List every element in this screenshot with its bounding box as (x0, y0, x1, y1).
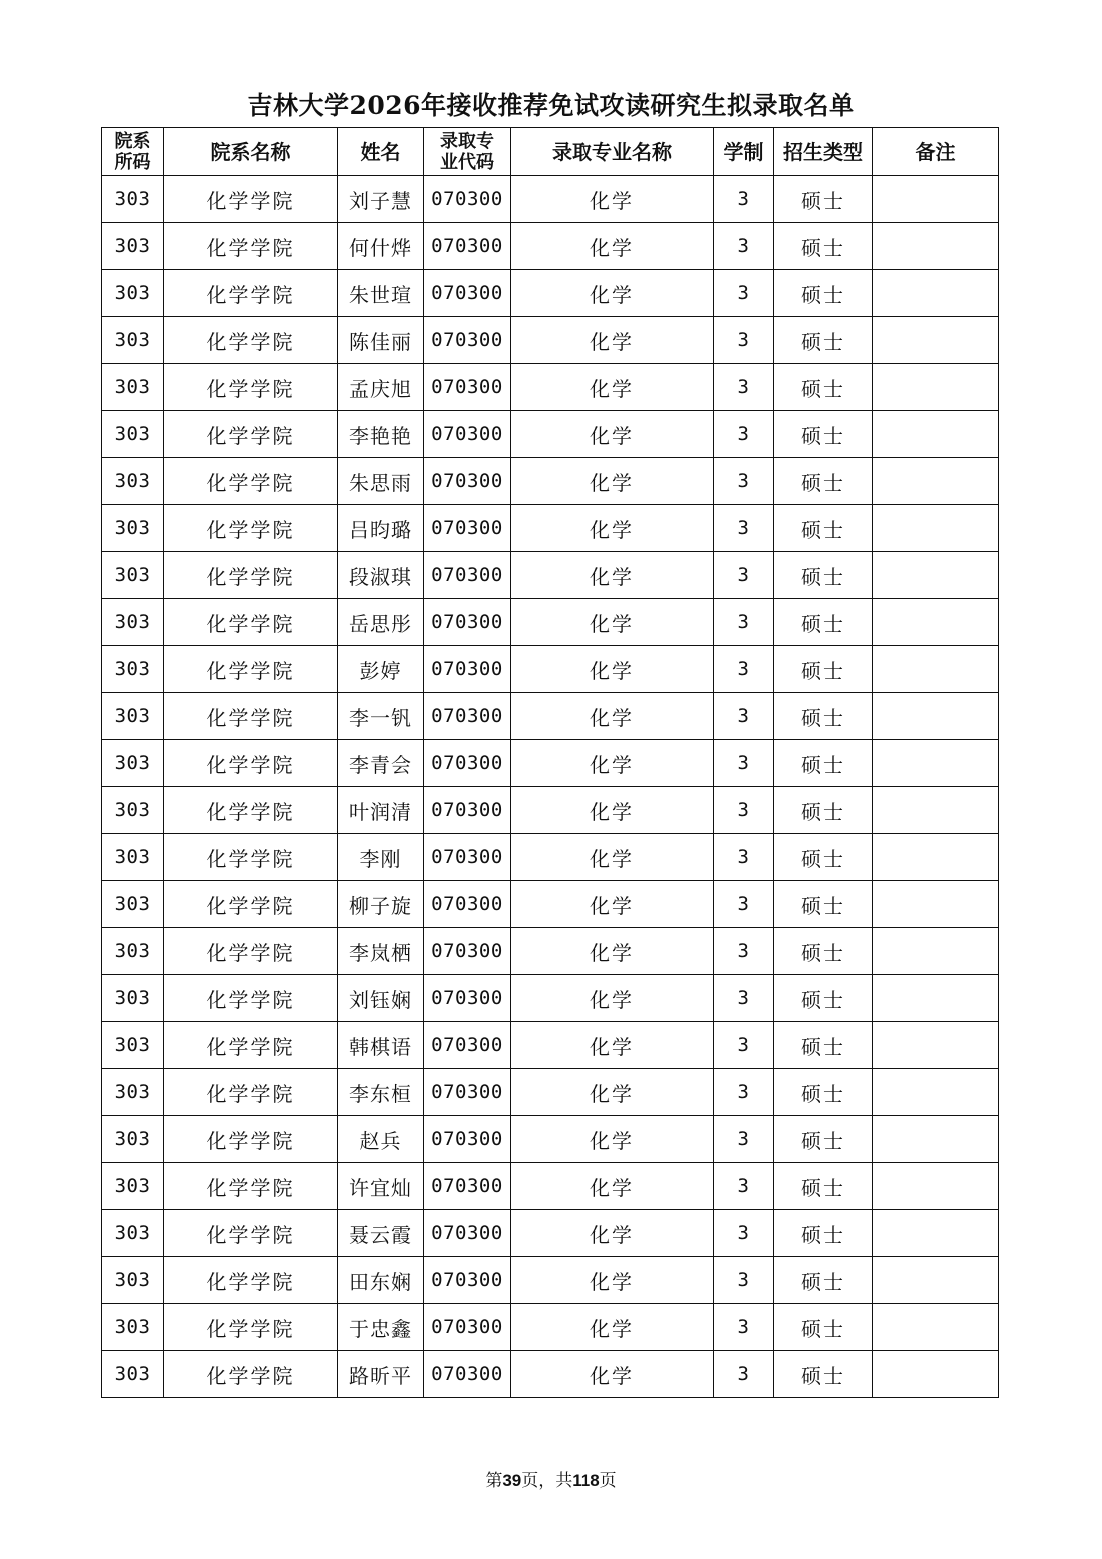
cell-dept-code: 303 (102, 552, 164, 599)
cell-student-name: 李东桓 (338, 1069, 424, 1116)
cell-dept-code: 303 (102, 223, 164, 270)
cell-remark (873, 1022, 999, 1069)
cell-student-name: 刘钰娴 (338, 975, 424, 1022)
cell-remark (873, 1163, 999, 1210)
cell-type: 硕士 (774, 1069, 873, 1116)
cell-major-name: 化学 (511, 1069, 714, 1116)
cell-major-name: 化学 (511, 317, 714, 364)
cell-major-code: 070300 (424, 505, 511, 552)
cell-dept-name: 化学学院 (164, 1069, 338, 1116)
table-row (102, 1069, 999, 1116)
cell-remark (873, 787, 999, 834)
cell-dept-code: 303 (102, 1069, 164, 1116)
cell-dept-name: 化学学院 (164, 505, 338, 552)
cell-major-code: 070300 (424, 1116, 511, 1163)
cell-type: 硕士 (774, 787, 873, 834)
cell-type: 硕士 (774, 1022, 873, 1069)
cell-type: 硕士 (774, 1304, 873, 1351)
footer-suffix: 页 (599, 1471, 617, 1491)
cell-dept-name: 化学学院 (164, 1163, 338, 1210)
table-header-row (102, 128, 999, 176)
cell-duration: 3 (714, 881, 774, 928)
cell-student-name: 段淑琪 (338, 552, 424, 599)
cell-type: 硕士 (774, 599, 873, 646)
cell-type: 硕士 (774, 693, 873, 740)
cell-duration: 3 (714, 599, 774, 646)
cell-dept-code: 303 (102, 364, 164, 411)
cell-major-code: 070300 (424, 787, 511, 834)
footer-page-number: 39 (502, 1471, 522, 1490)
table-row (102, 881, 999, 928)
cell-dept-code: 303 (102, 975, 164, 1022)
cell-dept-name: 化学学院 (164, 411, 338, 458)
cell-duration: 3 (714, 740, 774, 787)
cell-remark (873, 740, 999, 787)
cell-major-code: 070300 (424, 317, 511, 364)
admission-table (101, 127, 999, 1398)
cell-major-code: 070300 (424, 1022, 511, 1069)
cell-major-name: 化学 (511, 928, 714, 975)
cell-student-name: 孟庆旭 (338, 364, 424, 411)
cell-major-name: 化学 (511, 975, 714, 1022)
table-row (102, 975, 999, 1022)
cell-duration: 3 (714, 364, 774, 411)
header-major-name: 录取专业名称 (511, 128, 714, 176)
cell-major-code: 070300 (424, 176, 511, 223)
cell-remark (873, 552, 999, 599)
cell-duration: 3 (714, 928, 774, 975)
cell-remark (873, 223, 999, 270)
cell-remark (873, 270, 999, 317)
cell-type: 硕士 (774, 975, 873, 1022)
footer-total-pages: 118 (572, 1471, 600, 1490)
cell-duration: 3 (714, 458, 774, 505)
cell-student-name: 于忠鑫 (338, 1304, 424, 1351)
cell-major-name: 化学 (511, 270, 714, 317)
cell-major-name: 化学 (511, 458, 714, 505)
cell-major-name: 化学 (511, 599, 714, 646)
cell-major-code: 070300 (424, 834, 511, 881)
cell-dept-name: 化学学院 (164, 1116, 338, 1163)
cell-type: 硕士 (774, 364, 873, 411)
table-row (102, 646, 999, 693)
header-dept-code (102, 128, 164, 176)
cell-dept-name: 化学学院 (164, 176, 338, 223)
cell-remark (873, 975, 999, 1022)
cell-type: 硕士 (774, 411, 873, 458)
cell-major-code: 070300 (424, 881, 511, 928)
cell-remark (873, 881, 999, 928)
footer-prefix: 第 (485, 1471, 503, 1491)
cell-type: 硕士 (774, 1257, 873, 1304)
cell-dept-code: 303 (102, 505, 164, 552)
cell-major-name: 化学 (511, 1304, 714, 1351)
cell-dept-name: 化学学院 (164, 552, 338, 599)
cell-major-code: 070300 (424, 599, 511, 646)
cell-student-name: 朱世瑄 (338, 270, 424, 317)
cell-type: 硕士 (774, 176, 873, 223)
cell-major-name: 化学 (511, 881, 714, 928)
table-row (102, 270, 999, 317)
cell-major-code: 070300 (424, 646, 511, 693)
cell-dept-code: 303 (102, 317, 164, 364)
cell-dept-code: 303 (102, 928, 164, 975)
cell-major-name: 化学 (511, 1351, 714, 1398)
cell-student-name: 吕昀璐 (338, 505, 424, 552)
cell-remark (873, 928, 999, 975)
cell-duration: 3 (714, 176, 774, 223)
cell-remark (873, 834, 999, 881)
cell-student-name: 李艳艳 (338, 411, 424, 458)
table-row (102, 834, 999, 881)
cell-student-name: 聂云霞 (338, 1210, 424, 1257)
cell-duration: 3 (714, 787, 774, 834)
cell-major-code: 070300 (424, 1351, 511, 1398)
table-row (102, 411, 999, 458)
cell-duration: 3 (714, 646, 774, 693)
cell-major-code: 070300 (424, 928, 511, 975)
cell-dept-code: 303 (102, 740, 164, 787)
cell-major-name: 化学 (511, 693, 714, 740)
cell-dept-code: 303 (102, 1210, 164, 1257)
header-major-code (424, 128, 511, 176)
cell-student-name: 韩棋语 (338, 1022, 424, 1069)
cell-remark (873, 411, 999, 458)
header-name: 姓名 (338, 128, 424, 176)
cell-student-name: 田东娴 (338, 1257, 424, 1304)
table-row (102, 364, 999, 411)
cell-type: 硕士 (774, 834, 873, 881)
cell-type: 硕士 (774, 1351, 873, 1398)
cell-remark (873, 1069, 999, 1116)
cell-major-name: 化学 (511, 1210, 714, 1257)
cell-duration: 3 (714, 552, 774, 599)
cell-dept-name: 化学学院 (164, 223, 338, 270)
cell-student-name: 叶润清 (338, 787, 424, 834)
cell-dept-name: 化学学院 (164, 693, 338, 740)
cell-major-name: 化学 (511, 364, 714, 411)
cell-remark (873, 1351, 999, 1398)
cell-duration: 3 (714, 1069, 774, 1116)
cell-student-name: 许宜灿 (338, 1163, 424, 1210)
cell-student-name: 刘子慧 (338, 176, 424, 223)
table-row (102, 740, 999, 787)
header-type: 招生类型 (774, 128, 873, 176)
cell-major-code: 070300 (424, 223, 511, 270)
cell-major-name: 化学 (511, 646, 714, 693)
cell-dept-code: 303 (102, 693, 164, 740)
cell-dept-name: 化学学院 (164, 787, 338, 834)
cell-remark (873, 1210, 999, 1257)
cell-type: 硕士 (774, 928, 873, 975)
cell-major-name: 化学 (511, 1022, 714, 1069)
cell-duration: 3 (714, 693, 774, 740)
cell-major-name: 化学 (511, 740, 714, 787)
cell-remark (873, 505, 999, 552)
cell-student-name: 李一钒 (338, 693, 424, 740)
table-row (102, 505, 999, 552)
cell-dept-name: 化学学院 (164, 881, 338, 928)
cell-dept-name: 化学学院 (164, 1210, 338, 1257)
cell-dept-code: 303 (102, 1351, 164, 1398)
cell-dept-code: 303 (102, 458, 164, 505)
cell-dept-name: 化学学院 (164, 270, 338, 317)
cell-remark (873, 646, 999, 693)
table-row (102, 787, 999, 834)
table-row (102, 1022, 999, 1069)
cell-duration: 3 (714, 1304, 774, 1351)
cell-major-name: 化学 (511, 223, 714, 270)
cell-dept-name: 化学学院 (164, 928, 338, 975)
cell-remark (873, 599, 999, 646)
cell-duration: 3 (714, 317, 774, 364)
cell-type: 硕士 (774, 223, 873, 270)
page-footer (0, 1466, 1102, 1491)
cell-duration: 3 (714, 1257, 774, 1304)
cell-major-name: 化学 (511, 505, 714, 552)
table-row (102, 693, 999, 740)
cell-dept-name: 化学学院 (164, 317, 338, 364)
cell-dept-name: 化学学院 (164, 599, 338, 646)
cell-student-name: 何什烨 (338, 223, 424, 270)
cell-major-code: 070300 (424, 740, 511, 787)
cell-type: 硕士 (774, 881, 873, 928)
cell-major-code: 070300 (424, 1069, 511, 1116)
cell-dept-code: 303 (102, 1257, 164, 1304)
cell-remark (873, 1304, 999, 1351)
cell-dept-name: 化学学院 (164, 1022, 338, 1069)
cell-dept-name: 化学学院 (164, 740, 338, 787)
table-row (102, 552, 999, 599)
cell-type: 硕士 (774, 552, 873, 599)
cell-dept-code: 303 (102, 787, 164, 834)
page-title: 吉林大学2026年接收推荐免试攻读研究生拟录取名单 (247, 91, 855, 120)
cell-remark (873, 317, 999, 364)
table-row (102, 1210, 999, 1257)
table-row (102, 1257, 999, 1304)
cell-major-name: 化学 (511, 1116, 714, 1163)
cell-major-name: 化学 (511, 834, 714, 881)
cell-student-name: 赵兵 (338, 1116, 424, 1163)
cell-major-code: 070300 (424, 270, 511, 317)
cell-student-name: 柳子旋 (338, 881, 424, 928)
cell-dept-name: 化学学院 (164, 646, 338, 693)
cell-type: 硕士 (774, 458, 873, 505)
footer-middle: 页，共 (521, 1471, 573, 1491)
table-row (102, 1304, 999, 1351)
cell-type: 硕士 (774, 1163, 873, 1210)
cell-major-code: 070300 (424, 411, 511, 458)
cell-duration: 3 (714, 1022, 774, 1069)
table-row (102, 1351, 999, 1398)
cell-student-name: 路昕平 (338, 1351, 424, 1398)
cell-remark (873, 458, 999, 505)
table-row (102, 928, 999, 975)
table-row (102, 176, 999, 223)
cell-student-name: 李青会 (338, 740, 424, 787)
cell-major-code: 070300 (424, 693, 511, 740)
cell-dept-code: 303 (102, 1304, 164, 1351)
cell-type: 硕士 (774, 317, 873, 364)
cell-dept-code: 303 (102, 1163, 164, 1210)
cell-major-name: 化学 (511, 411, 714, 458)
cell-student-name: 李刚 (338, 834, 424, 881)
cell-major-code: 070300 (424, 552, 511, 599)
cell-dept-code: 303 (102, 411, 164, 458)
cell-type: 硕士 (774, 646, 873, 693)
cell-dept-name: 化学学院 (164, 1351, 338, 1398)
cell-duration: 3 (714, 1163, 774, 1210)
cell-duration: 3 (714, 505, 774, 552)
cell-student-name: 朱思雨 (338, 458, 424, 505)
cell-remark (873, 1116, 999, 1163)
cell-duration: 3 (714, 1210, 774, 1257)
cell-major-code: 070300 (424, 364, 511, 411)
header-duration: 学制 (714, 128, 774, 176)
cell-dept-code: 303 (102, 176, 164, 223)
cell-dept-code: 303 (102, 646, 164, 693)
cell-type: 硕士 (774, 505, 873, 552)
table-row (102, 223, 999, 270)
cell-major-code: 070300 (424, 1210, 511, 1257)
cell-duration: 3 (714, 834, 774, 881)
cell-duration: 3 (714, 223, 774, 270)
cell-student-name: 陈佳丽 (338, 317, 424, 364)
cell-major-code: 070300 (424, 458, 511, 505)
cell-remark (873, 176, 999, 223)
cell-dept-name: 化学学院 (164, 975, 338, 1022)
table-row (102, 458, 999, 505)
cell-duration: 3 (714, 1351, 774, 1398)
cell-student-name: 李岚栖 (338, 928, 424, 975)
cell-remark (873, 364, 999, 411)
cell-major-name: 化学 (511, 552, 714, 599)
cell-remark (873, 693, 999, 740)
cell-duration: 3 (714, 411, 774, 458)
cell-remark (873, 1257, 999, 1304)
table-body (102, 176, 999, 1398)
cell-dept-code: 303 (102, 599, 164, 646)
cell-dept-code: 303 (102, 270, 164, 317)
cell-major-name: 化学 (511, 1257, 714, 1304)
cell-major-name: 化学 (511, 1163, 714, 1210)
table-row (102, 599, 999, 646)
cell-type: 硕士 (774, 1116, 873, 1163)
cell-dept-code: 303 (102, 1116, 164, 1163)
cell-major-name: 化学 (511, 176, 714, 223)
cell-dept-code: 303 (102, 1022, 164, 1069)
cell-duration: 3 (714, 975, 774, 1022)
cell-duration: 3 (714, 1116, 774, 1163)
cell-dept-code: 303 (102, 881, 164, 928)
table-row (102, 1163, 999, 1210)
cell-dept-name: 化学学院 (164, 1257, 338, 1304)
cell-dept-name: 化学学院 (164, 1304, 338, 1351)
cell-major-code: 070300 (424, 1257, 511, 1304)
table-row (102, 317, 999, 364)
cell-student-name: 岳思彤 (338, 599, 424, 646)
cell-major-name: 化学 (511, 787, 714, 834)
header-remark: 备注 (873, 128, 999, 176)
cell-duration: 3 (714, 270, 774, 317)
cell-dept-name: 化学学院 (164, 458, 338, 505)
cell-type: 硕士 (774, 740, 873, 787)
cell-type: 硕士 (774, 1210, 873, 1257)
header-dept-name: 院系名称 (164, 128, 338, 176)
cell-major-code: 070300 (424, 975, 511, 1022)
cell-major-code: 070300 (424, 1163, 511, 1210)
cell-dept-name: 化学学院 (164, 834, 338, 881)
table-row (102, 1116, 999, 1163)
header-major-code-text: 录取专 业代码 (440, 130, 494, 173)
cell-type: 硕士 (774, 270, 873, 317)
cell-major-code: 070300 (424, 1304, 511, 1351)
cell-student-name: 彭婷 (338, 646, 424, 693)
cell-dept-code: 303 (102, 834, 164, 881)
header-dept-code-text: 院系 所码 (114, 130, 151, 173)
cell-dept-name: 化学学院 (164, 364, 338, 411)
